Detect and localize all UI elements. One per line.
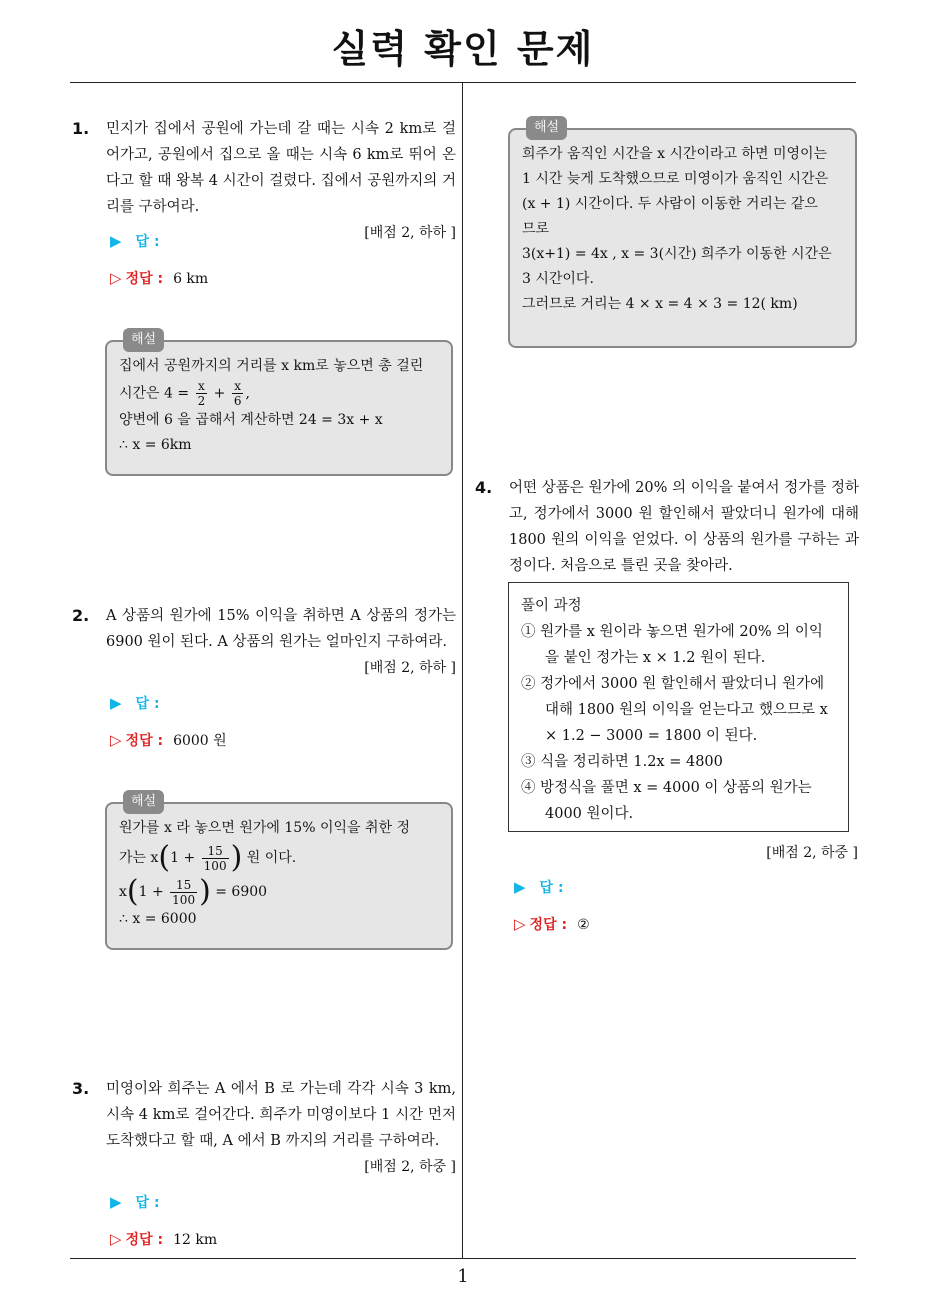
solution-text: 시간은 4 = (119, 385, 194, 402)
solution-text: x (119, 884, 127, 900)
solution-line: 므로 (522, 221, 550, 237)
answer-label: 답 : (539, 880, 564, 896)
answer-field-2[interactable] (110, 693, 160, 713)
solution-text: = 6900 (210, 884, 268, 900)
question-4-score (600, 840, 858, 866)
solution-text: , (245, 385, 250, 402)
answer-field-1[interactable] (110, 231, 160, 251)
solution-line: 그러므로 거리는 4 × x = 4 × 3 = 12( km) (522, 296, 798, 312)
bottom-rule (70, 1258, 856, 1259)
question-number: 3. (72, 1079, 90, 1098)
score-label: [배점 2, 하중 ] (364, 1159, 456, 1175)
solution-line: 3 시간이다. (522, 271, 594, 287)
correct-answer-3 (110, 1229, 217, 1249)
question-text: 미영이와 희주는 A 에서 B 로 가는데 각각 시속 3 km, 시속 4 km로 걸어간다. 희주가 미영이보다 1 시간 먼저 도착했다고 할 때, A 에서 B 까지의 거리를 구하여라. (106, 1081, 456, 1149)
question-number: 4. (475, 478, 493, 497)
question-number: 1. (72, 119, 90, 138)
process-step: ④ 방정식을 풀면 x = 4000 이 상품의 원가는 4000 원이다. (521, 780, 812, 822)
solution-text: 원 이다. (242, 850, 297, 866)
correct-label: 정답 : (125, 1232, 164, 1248)
hollow-arrow-icon: ▷ (514, 915, 526, 933)
numerator: 15 (170, 878, 197, 893)
hollow-arrow-icon: ▷ (110, 1230, 122, 1248)
denominator: 100 (172, 892, 196, 907)
question-number: 2. (72, 606, 90, 625)
question-2 (72, 603, 456, 681)
question-3 (72, 1076, 456, 1180)
correct-answer-2 (110, 730, 227, 750)
solution-box-1 (105, 332, 453, 476)
score-label: [배점 2, 하하 ] (364, 660, 456, 676)
solution-line: 1 시간 늦게 도착했으므로 미영이가 움직인 시간은 (522, 171, 829, 187)
correct-label: 정답 : (529, 917, 568, 933)
correct-answer-1 (110, 268, 208, 288)
denominator: 100 (203, 858, 227, 873)
solution-box-2 (105, 794, 453, 950)
play-icon: ▶ (110, 1193, 122, 1211)
answer-field-4[interactable] (514, 877, 564, 897)
solution-line: (x + 1) 시간이다. 두 사람이 이동한 거리는 같으 (522, 196, 818, 212)
fraction (170, 878, 197, 907)
question-4 (475, 475, 859, 579)
solution-line (119, 379, 439, 408)
correct-label: 정답 : (125, 733, 164, 749)
solution-line: ∴ x = 6km (119, 437, 192, 453)
score-label: [배점 2, 하중 ] (766, 845, 858, 861)
question-text: 어떤 상품은 원가에 20% 의 이익을 붙여서 정가를 정하고, 정가에서 3000 원 할인해서 팔았더니 원가에 대해 1800 원의 이익을 얻었다. 이 상품의 원가를 구하는 과정이다. 처음으로 틀린 곳을 찾아라. (509, 480, 859, 574)
correct-answer-4 (514, 914, 590, 934)
page-title: 실력 확인 문제 (331, 27, 595, 71)
denominator: 2 (197, 394, 206, 408)
fraction (196, 379, 208, 408)
fraction (232, 379, 244, 408)
correct-value: 6 km (173, 271, 209, 287)
process-box (508, 582, 849, 832)
process-step: ② 정가에서 3000 원 할인해서 팔았더니 원가에 대해 1800 원의 이익을 얻는다고 했으므로 x × 1.2 − 3000 = 1800 이 된다. (521, 676, 828, 744)
solution-line: 집에서 공원까지의 거리를 x km로 놓으면 총 걸린 (119, 358, 424, 374)
solution-line: 양변에 6 을 곱해서 계산하면 24 = 3x + x (119, 412, 383, 428)
question-1 (72, 116, 456, 246)
hollow-arrow-icon: ▷ (110, 269, 122, 287)
column-divider (462, 83, 463, 1258)
process-step: ③ 식을 정리하면 1.2x = 4800 (521, 754, 723, 770)
solution-line: 3(x+1) = 4x , x = 3(시간) 희주가 이동한 시간은 (522, 246, 832, 262)
solution-line: 가는 x(1 + $\frac{15}{100}$ ) 원 이다. (119, 840, 297, 875)
correct-value: ② (577, 917, 590, 933)
score-label: [배점 2, 하하 ] (364, 225, 456, 241)
play-icon: ▶ (110, 694, 122, 712)
process-step: ① 원가를 x 원이라 놓으면 원가에 20% 의 이익을 붙인 정가는 x × 1.2 원이 된다. (521, 624, 823, 666)
solution-line: 원가를 x 라 놓으면 원가에 15% 이익을 취한 정 (119, 820, 410, 836)
hollow-arrow-icon: ▷ (110, 731, 122, 749)
solution-text: + (209, 385, 230, 402)
question-text: A 상품의 원가에 15% 이익을 취하면 A 상품의 정가는 6900 원이 된다. A 상품의 원가는 얼마인지 구하여라. (106, 608, 456, 650)
correct-label: 정답 : (125, 271, 164, 287)
question-text: 민지가 집에서 공원에 가는데 갈 때는 시속 2 km로 걸어가고, 공원에서 집으로 올 때는 시속 6 km로 뛰어 온다고 할 때 왕복 4 시간이 걸렸다. 집에서 공원까지의 거리를 구하여라. (106, 121, 456, 215)
solution-line: 희주가 움직인 시간을 x 시간이라고 하면 미영이는 (522, 146, 828, 162)
answer-label: 답 : (135, 234, 160, 250)
solution-text: 1 + (138, 884, 169, 900)
solution-box-3 (508, 120, 857, 348)
solution-text: 1 + (170, 850, 200, 866)
denominator: 6 (233, 394, 242, 408)
solution-text: 가는 x (119, 850, 159, 866)
fraction (202, 844, 229, 873)
solution-line: x(1 + $\frac{15}{100}$ ) = 6900 (119, 874, 268, 909)
top-rule (70, 82, 856, 83)
solution-tag: 해설 (526, 116, 567, 140)
correct-value: 6000 원 (173, 733, 227, 749)
solution-tag: 해설 (123, 790, 164, 814)
answer-label: 답 : (135, 1195, 160, 1211)
solution-line: ∴ x = 6000 (119, 911, 197, 927)
play-icon: ▶ (514, 878, 526, 896)
numerator: x (196, 379, 208, 394)
answer-label: 답 : (135, 696, 160, 712)
process-title: 풀이 과정 (521, 598, 582, 614)
numerator: x (232, 379, 244, 394)
page-number: 1 (457, 1266, 469, 1287)
correct-value: 12 km (173, 1232, 218, 1248)
answer-field-3[interactable] (110, 1192, 160, 1212)
numerator: 15 (202, 844, 229, 859)
play-icon: ▶ (110, 232, 122, 250)
solution-tag: 해설 (123, 328, 164, 352)
